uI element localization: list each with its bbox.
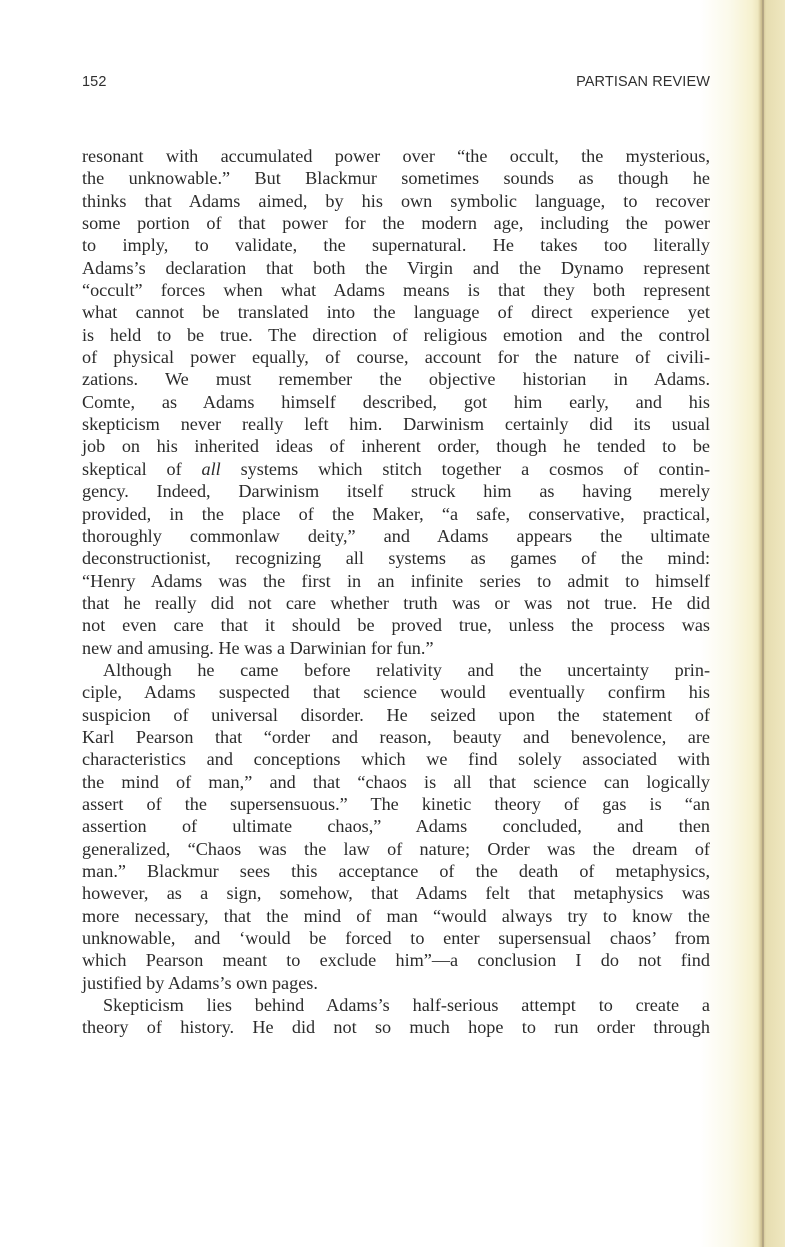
running-head — [82, 74, 710, 94]
text-line: the mind of man,” and that “chaos is all that science can logically — [82, 771, 710, 792]
text-line: “occult” forces when what Adams means is that they both represent — [82, 280, 710, 301]
text-line: Adams’s declaration that both the Virgin and the Dynamo represent — [82, 257, 710, 278]
text-line: thinks that Adams aimed, by his own symbolic language, to recover — [82, 190, 710, 211]
text-line: thoroughly commonlaw deity,” and Adams appears the ultimate — [82, 525, 710, 546]
text-line: ciple, Adams suspected that science would eventually confirm his — [82, 682, 710, 703]
text-line: Although he came before relativity and the uncertainty prin- — [103, 659, 710, 680]
text-line: more necessary, that the mind of man “would always try to know the — [82, 905, 710, 926]
text-line: unknowable, and ‘would be forced to enter supersensual chaos’ from — [82, 928, 710, 949]
text-line: “Henry Adams was the first in an infinite series to admit to himself — [82, 570, 710, 591]
journal-title: PARTISAN REVIEW — [576, 74, 710, 90]
text-line: assert of the supersensuous.” The kinetic theory of gas is “an — [82, 793, 710, 814]
page-edge — [762, 0, 764, 1247]
text-line: what cannot be translated into the language of direct experience yet — [82, 302, 710, 323]
text-line: is held to be true. The direction of religious emotion and the control — [82, 324, 710, 345]
text-line: theory of history. He did not so much hope to run order through — [82, 1017, 710, 1038]
text-line: assertion of ultimate chaos,” Adams concluded, and then — [82, 816, 710, 837]
text-segment: systems which stitch together a cosmos of contin- — [220, 458, 711, 479]
text-line: Skepticism lies behind Adams’s half-serious attempt to create a — [103, 995, 710, 1016]
text-line: new and amusing. He was a Darwinian for fun.” — [82, 637, 434, 658]
text-line: job on his inherited ideas of inherent order, though he tended to be — [82, 436, 710, 457]
text-line: to imply, to validate, the supernatural. He takes too literally — [82, 235, 710, 256]
text-line: some portion of that power for the modern age, including the power — [82, 213, 710, 234]
text-line: deconstructionist, recognizing all systems as games of the mind: — [82, 548, 710, 569]
text-segment: skeptical of — [82, 458, 202, 479]
text-line: which Pearson meant to exclude him”—a conclusion I do not find — [82, 950, 710, 971]
text-line: of physical power equally, of course, account for the nature of civili- — [82, 347, 710, 368]
text-line: not even care that it should be proved true, unless the process was — [82, 615, 710, 636]
italic-emphasis: all — [201, 458, 221, 479]
text-line: zations. We must remember the objective historian in Adams. — [82, 369, 710, 390]
text-line: gency. Indeed, Darwinism itself struck him as having merely — [82, 481, 710, 502]
text-line — [82, 458, 710, 480]
text-line: skepticism never really left him. Darwinism certainly did its usual — [82, 414, 710, 435]
page-number: 152 — [82, 74, 107, 90]
text-line: provided, in the place of the Maker, “a safe, conservative, practical, — [82, 503, 710, 524]
text-line: resonant with accumulated power over “the occult, the mysterious, — [82, 146, 710, 166]
text-line: generalized, “Chaos was the law of nature; Order was the dream of — [82, 838, 710, 859]
text-line: man.” Blackmur sees this acceptance of the death of metaphysics, — [82, 861, 710, 881]
text-line: characteristics and conceptions which we find solely associated with — [82, 749, 710, 770]
text-line: that he really did not care whether truth was or was not true. He did — [82, 592, 710, 613]
text-line: Comte, as Adams himself described, got him early, and his — [82, 391, 710, 412]
body-text — [82, 145, 710, 1039]
text-line: however, as a sign, somehow, that Adams felt that metaphysics was — [82, 883, 710, 904]
text-line: justified by Adams’s own pages. — [82, 972, 318, 993]
text-line: Karl Pearson that “order and reason, beauty and benevolence, are — [82, 726, 710, 747]
text-line: the unknowable.” But Blackmur sometimes sounds as though he — [82, 168, 710, 189]
text-line: suspicion of universal disorder. He seized upon the statement of — [82, 704, 710, 725]
